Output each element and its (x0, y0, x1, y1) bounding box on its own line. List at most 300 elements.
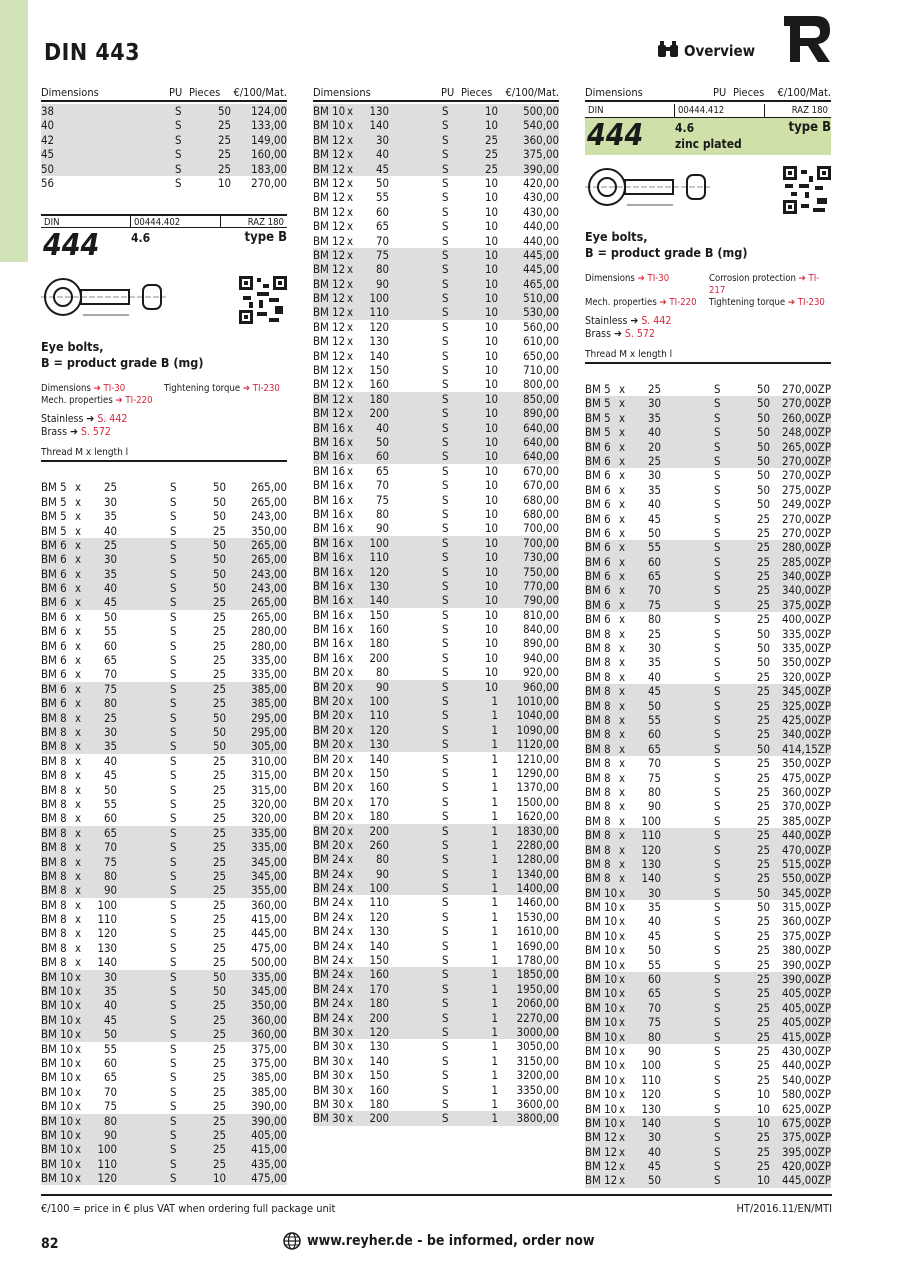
thread-size: BM 10 (41, 969, 74, 984)
link-label: Tightening torque (709, 297, 786, 308)
thread-size: BM 24 (313, 924, 346, 939)
table-row (41, 1157, 287, 1171)
spacer (389, 493, 442, 507)
spacer (389, 708, 442, 722)
price: 3200,00 (516, 1068, 559, 1083)
table-row (585, 713, 831, 727)
section-tab (0, 0, 28, 262)
thread-size: BM 6 (41, 595, 67, 610)
table-row (41, 696, 287, 710)
table-row (585, 483, 831, 497)
pu: S (442, 233, 449, 248)
pu: S (714, 756, 721, 771)
table-row (313, 565, 559, 579)
spacer (661, 828, 714, 842)
length: 110 (641, 828, 661, 843)
thread-size: BM 12 (313, 132, 346, 147)
pu: S (442, 147, 449, 162)
spacer (661, 756, 714, 770)
spacer (117, 1056, 170, 1070)
thread-size: BM 24 (313, 852, 346, 867)
price: 380,00ZP (781, 943, 831, 958)
pieces: 25 (212, 1070, 226, 1085)
link-dimensions[interactable] (41, 383, 164, 395)
link-tightening-torque[interactable] (164, 383, 287, 395)
din-info-box (41, 214, 287, 227)
thread-size: BM 16 (313, 420, 346, 435)
table-row (41, 624, 287, 638)
stainless-link[interactable] (585, 315, 831, 328)
pieces: 10 (484, 262, 498, 277)
thread-size: BM 16 (313, 478, 346, 493)
link-mech-properties[interactable] (41, 395, 164, 407)
price: 540,00 (523, 118, 559, 133)
price: 420,00ZP (781, 1159, 831, 1174)
description-line-2: B = product grade B (mg) (41, 355, 204, 371)
table-row (585, 526, 831, 540)
table-row (41, 797, 287, 811)
pu: S (170, 1156, 177, 1171)
times-sign: x (618, 698, 626, 713)
spacer (389, 852, 442, 866)
overview-link[interactable] (656, 40, 755, 62)
pu: S (714, 972, 721, 987)
times-sign: x (74, 494, 82, 509)
spacer (389, 694, 442, 708)
pu: S (442, 708, 449, 723)
pieces: 1 (491, 967, 498, 982)
length: 60 (103, 638, 117, 653)
times-sign: x (346, 809, 354, 824)
price: 149,00 (251, 132, 287, 147)
pieces: 1 (491, 1082, 498, 1097)
spacer (661, 1116, 714, 1130)
pu: S (170, 566, 177, 581)
spacer (661, 1145, 714, 1159)
times-sign: x (346, 478, 354, 493)
table-row (313, 262, 559, 276)
times-sign: x (618, 727, 626, 742)
times-sign: x (346, 1068, 354, 1083)
times-sign: x (74, 912, 82, 927)
pu: S (714, 453, 721, 468)
length: 50 (103, 1027, 117, 1042)
table-row (585, 497, 831, 511)
length: 65 (647, 741, 661, 756)
pieces: 25 (756, 1072, 770, 1087)
spacer (661, 627, 714, 641)
length: 70 (103, 1084, 117, 1099)
price: 390,00ZP (781, 972, 831, 987)
price: 243,00 (251, 509, 287, 524)
times-sign: x (346, 161, 354, 176)
pieces: 25 (756, 569, 770, 584)
price: 1950,00 (516, 981, 559, 996)
table-row (313, 305, 559, 319)
length: 50 (647, 1173, 661, 1188)
table-row (313, 392, 559, 406)
price: 385,00 (251, 1084, 287, 1099)
length: 140 (369, 1053, 389, 1068)
link-mech-properties[interactable] (585, 297, 709, 309)
pieces: 25 (212, 955, 226, 970)
pu: S (714, 382, 721, 396)
pieces: 50 (212, 509, 226, 524)
length: 80 (375, 506, 389, 521)
spacer (661, 857, 714, 871)
spacer (661, 396, 714, 410)
thread-size: BM 6 (41, 696, 67, 711)
pieces: 25 (212, 926, 226, 941)
stainless-link[interactable] (41, 413, 287, 426)
header-pu: PU (441, 86, 455, 99)
thread-size: BM 8 (585, 842, 611, 857)
header-dimensions: Dimensions (41, 86, 99, 99)
table-row (313, 493, 559, 507)
spacer (389, 1083, 442, 1097)
times-sign: x (618, 583, 626, 598)
table-row (585, 1058, 831, 1072)
times-sign: x (74, 566, 82, 581)
table-row (313, 1011, 559, 1025)
price: 265,00 (251, 609, 287, 624)
thread-size: BM 20 (313, 823, 346, 838)
spacer (661, 699, 714, 713)
times-sign: x (346, 722, 354, 737)
pieces: 25 (212, 624, 226, 639)
spacer (117, 667, 170, 681)
pieces: 1 (491, 765, 498, 780)
times-sign: x (346, 780, 354, 795)
spacer (661, 871, 714, 885)
times-sign: x (74, 753, 82, 768)
table-row (585, 684, 831, 698)
thread-size: BM 24 (313, 953, 346, 968)
times-sign: x (618, 842, 626, 857)
spacer (389, 939, 442, 953)
length: 35 (103, 509, 117, 524)
table-row (585, 454, 831, 468)
table-row (313, 953, 559, 967)
times-sign: x (346, 1082, 354, 1097)
pu: S (442, 391, 449, 406)
pieces: 10 (484, 463, 498, 478)
pu: S (714, 1101, 721, 1116)
thread-size: BM 10 (585, 943, 618, 958)
length: 70 (647, 1000, 661, 1015)
times-sign: x (74, 897, 82, 912)
pieces: 25 (756, 914, 770, 929)
times-sign: x (618, 1115, 626, 1130)
table-row (41, 480, 287, 494)
product-description (585, 229, 831, 261)
brass-link[interactable] (41, 426, 287, 439)
thread-size: BM 8 (585, 684, 611, 699)
length: 45 (375, 161, 389, 176)
times-sign: x (618, 482, 626, 497)
spacer (117, 1070, 170, 1084)
thread-size: BM 10 (585, 1058, 618, 1073)
times-sign: x (618, 914, 626, 929)
times-sign: x (618, 1144, 626, 1159)
times-sign: x (618, 885, 626, 900)
thread-size: BM 6 (585, 525, 611, 540)
price: 475,00 (251, 940, 287, 955)
pieces: 10 (484, 622, 498, 637)
table-row (41, 1142, 287, 1156)
price: 375,00 (251, 1055, 287, 1070)
times-sign: x (618, 597, 626, 612)
spacer (389, 176, 442, 190)
column-3 (585, 86, 831, 1188)
thread-size: BM 8 (41, 912, 67, 927)
pieces: 10 (212, 1171, 226, 1186)
spacer (389, 780, 442, 794)
length: 65 (103, 825, 117, 840)
pieces: 10 (484, 478, 498, 493)
price: 1530,00 (516, 909, 559, 924)
times-sign: x (618, 972, 626, 987)
table-row (313, 478, 559, 492)
times-sign: x (618, 410, 626, 425)
thread-size: BM 8 (41, 897, 67, 912)
length: 55 (375, 190, 389, 205)
brass-label: Brass ➔ (41, 426, 78, 439)
table-row (41, 682, 287, 696)
spacer (661, 886, 714, 900)
pieces: 50 (212, 566, 226, 581)
table-row (313, 636, 559, 650)
pu: S (442, 578, 449, 593)
table-row (313, 349, 559, 363)
link-tightening-torque[interactable] (709, 297, 831, 309)
brass-link[interactable] (585, 328, 831, 341)
thread-size: BM 6 (585, 597, 611, 612)
pieces: 50 (756, 900, 770, 915)
table-row (585, 540, 831, 554)
table-row (313, 982, 559, 996)
thread-size: BM 20 (313, 737, 346, 752)
pieces: 10 (484, 434, 498, 449)
length: 150 (369, 765, 389, 780)
price: 445,00ZP (781, 1173, 831, 1188)
pieces: 25 (212, 1084, 226, 1099)
thread-size: BM 24 (313, 981, 346, 996)
header-pu: PU (713, 86, 727, 99)
pu: S (170, 897, 177, 912)
thread-size: BM 6 (41, 653, 67, 668)
pieces: 1 (491, 924, 498, 939)
link-ref: ➔ TI-220 (115, 395, 153, 407)
times-sign: x (618, 1015, 626, 1030)
length: 30 (647, 468, 661, 483)
pu: S (442, 938, 449, 953)
price: 335,00 (251, 667, 287, 682)
length: 130 (369, 924, 389, 939)
price: 385,00 (251, 696, 287, 711)
price: 243,00 (251, 581, 287, 596)
pu: S (442, 737, 449, 752)
price: 445,00 (251, 926, 287, 941)
pu: S (170, 811, 177, 826)
length: 120 (369, 1025, 389, 1039)
price: 335,00ZP (781, 641, 831, 656)
thread-size: BM 12 (313, 161, 346, 176)
spacer (661, 1159, 714, 1173)
pu: S (714, 871, 721, 886)
table-row (585, 843, 831, 857)
price: 375,00 (251, 1041, 287, 1056)
table-row (585, 699, 831, 713)
table-row (41, 595, 287, 609)
length: 45 (647, 511, 661, 526)
length: 50 (375, 434, 389, 449)
length: 45 (647, 928, 661, 943)
length: 35 (647, 482, 661, 497)
pieces: 25 (212, 1127, 226, 1142)
table-row (41, 610, 287, 624)
spacer (389, 579, 442, 593)
pu: S (170, 969, 177, 984)
times-sign: x (618, 741, 626, 756)
spacer (661, 526, 714, 540)
length: 50 (647, 525, 661, 540)
pu: S (442, 305, 449, 320)
length: 120 (369, 909, 389, 924)
price: 940,00 (523, 650, 559, 665)
times-sign: x (618, 784, 626, 799)
pu: S (714, 928, 721, 943)
table-row (41, 1128, 287, 1142)
qr-code-icon[interactable] (239, 276, 287, 324)
pieces: 10 (484, 665, 498, 680)
pieces: 1 (491, 1010, 498, 1025)
thread-size: BM 8 (41, 710, 67, 725)
price: 385,00 (251, 1070, 287, 1085)
length: 90 (647, 1043, 661, 1058)
link-corrosion-protection[interactable] (709, 273, 831, 297)
thread-size: BM 5 (41, 523, 67, 538)
pieces: 25 (756, 1144, 770, 1159)
times-sign: x (346, 823, 354, 838)
thread-size: BM 12 (313, 262, 346, 277)
length: 25 (103, 537, 117, 552)
pieces: 50 (212, 581, 226, 596)
link-dimensions[interactable] (585, 273, 709, 297)
spacer (661, 1102, 714, 1116)
spacer (661, 497, 714, 511)
website-link[interactable] (283, 1232, 595, 1250)
spacer (117, 926, 170, 940)
times-sign: x (346, 190, 354, 205)
thread-size: BM 30 (313, 1039, 346, 1054)
spacer (661, 742, 714, 756)
pieces: 10 (756, 1101, 770, 1116)
pieces: 25 (756, 813, 770, 828)
times-sign: x (346, 219, 354, 234)
table-row (41, 869, 287, 883)
pu: S (170, 825, 177, 840)
pu: S (442, 765, 449, 780)
table-row (41, 176, 287, 190)
table-row (585, 857, 831, 871)
stainless-ref: S. 442 (641, 315, 672, 327)
pu: S (442, 262, 449, 277)
pu: S (170, 552, 177, 567)
pieces: 1 (491, 823, 498, 838)
spacer (661, 914, 714, 928)
price: 315,00ZP (781, 900, 831, 915)
pu: S (170, 926, 177, 941)
thread-size: BM 10 (585, 1115, 618, 1130)
price: 610,00 (523, 334, 559, 349)
length: 25 (103, 480, 117, 495)
price: 340,00ZP (781, 583, 831, 598)
pieces: 10 (484, 233, 498, 248)
pu: S (714, 655, 721, 670)
pu: S (442, 132, 449, 147)
price: 270,00 (251, 175, 287, 190)
pu: S (714, 525, 721, 540)
thread-size: BM 8 (585, 784, 611, 799)
pieces: 25 (756, 684, 770, 699)
spacer (661, 425, 714, 439)
length: 80 (103, 696, 117, 711)
spacer (389, 996, 442, 1010)
thread-size: BM 8 (585, 756, 611, 771)
length: 100 (369, 881, 389, 896)
price: 305,00 (251, 739, 287, 754)
pieces: 25 (212, 653, 226, 668)
price: 3600,00 (516, 1096, 559, 1111)
pu: S (442, 449, 449, 464)
pu: S (442, 190, 449, 205)
length: 160 (369, 377, 389, 392)
price: 700,00 (523, 535, 559, 550)
price: 1460,00 (516, 895, 559, 910)
thread-size: BM 12 (313, 377, 346, 392)
spacer (389, 349, 442, 363)
price: 385,00ZP (781, 813, 831, 828)
table-row (585, 583, 831, 597)
thread-size: BM 16 (313, 593, 346, 608)
length: 70 (103, 840, 117, 855)
pu: S (170, 1012, 177, 1027)
table-row (41, 970, 287, 984)
price: 335,00ZP (781, 626, 831, 641)
table-row (313, 838, 559, 852)
thread-size: BM 12 (313, 190, 346, 205)
thread-size: BM 10 (41, 1142, 74, 1157)
thread-size: BM 10 (41, 1084, 74, 1099)
spacer (117, 653, 170, 667)
table-row (313, 737, 559, 751)
table-row (41, 639, 287, 653)
price: 700,00 (523, 521, 559, 536)
price: 1340,00 (516, 866, 559, 881)
qr-code-icon[interactable] (783, 166, 831, 214)
length: 200 (369, 1010, 389, 1025)
times-sign: x (74, 1055, 82, 1070)
times-sign: x (346, 175, 354, 190)
price: 680,00 (523, 506, 559, 521)
thread-size: BM 8 (41, 753, 67, 768)
length: 55 (103, 624, 117, 639)
length: 90 (103, 883, 117, 898)
spacer (389, 449, 442, 463)
pieces: 25 (212, 912, 226, 927)
pu: S (442, 363, 449, 378)
